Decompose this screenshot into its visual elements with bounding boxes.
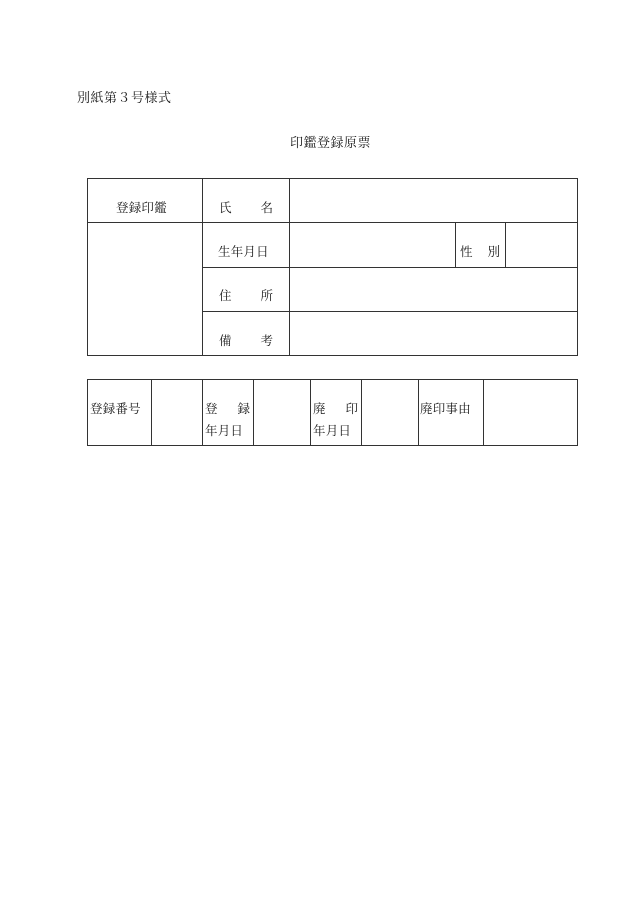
registered-seal-area[interactable]: [88, 223, 202, 355]
seal-registration-table: [87, 178, 578, 356]
remarks-label: [219, 335, 273, 348]
abolish-reason-field[interactable]: [484, 380, 577, 445]
name-field[interactable]: [290, 179, 577, 222]
sex-label-char-1: 性: [460, 244, 473, 259]
sex-label-char-2: 別: [487, 244, 500, 259]
address-field[interactable]: [290, 268, 577, 311]
remarks-label-char-1: 備: [219, 333, 232, 348]
address-label-char-1: 住: [219, 288, 232, 303]
registration-date-label-top: [205, 403, 250, 416]
table1-bottom-border: [87, 355, 578, 356]
address-label-char-2: 所: [260, 288, 273, 303]
form-label: 別紙第３号様式: [77, 91, 172, 106]
abolish-date-label-bottom: 年月日: [313, 423, 352, 438]
registration-record-table: [87, 379, 578, 446]
abolish-reason-label: 廃印事由: [420, 401, 471, 416]
birthdate-label: 生年月日: [218, 244, 269, 259]
remarks-label-char-2: 考: [260, 333, 273, 348]
remarks-field[interactable]: [290, 312, 577, 355]
document-title: 印鑑登録原票: [290, 136, 372, 151]
registration-date-char-1: 登: [205, 401, 218, 416]
name-label: [219, 202, 273, 215]
table2-col-divider-6: [418, 379, 419, 446]
abolish-date-char-1: 廃: [313, 401, 326, 416]
sex-label: [460, 246, 500, 259]
address-label: [219, 290, 273, 303]
table2-col-divider-2: [202, 379, 203, 446]
sex-field[interactable]: [506, 223, 577, 267]
table2-right-border: [577, 379, 578, 446]
table2-left-border: [87, 379, 88, 446]
registration-number-field[interactable]: [152, 380, 202, 445]
table2-col-divider-4: [310, 379, 311, 446]
table2-bottom-border: [87, 445, 578, 446]
registered-seal-label: 登録印鑑: [116, 200, 167, 215]
abolish-date-field[interactable]: [362, 380, 418, 445]
name-label-char-2: 名: [260, 200, 273, 215]
table1-sex-left-divider: [455, 222, 456, 267]
abolish-date-char-2: 印: [345, 401, 358, 416]
abolish-date-label-top: [313, 403, 358, 416]
name-label-char-1: 氏: [219, 200, 232, 215]
registration-date-label-bottom: 年月日: [205, 423, 244, 438]
registration-number-label: 登録番号: [90, 401, 141, 416]
registration-date-char-2: 録: [237, 401, 250, 416]
registration-date-field[interactable]: [254, 380, 310, 445]
birthdate-field[interactable]: [290, 223, 455, 267]
